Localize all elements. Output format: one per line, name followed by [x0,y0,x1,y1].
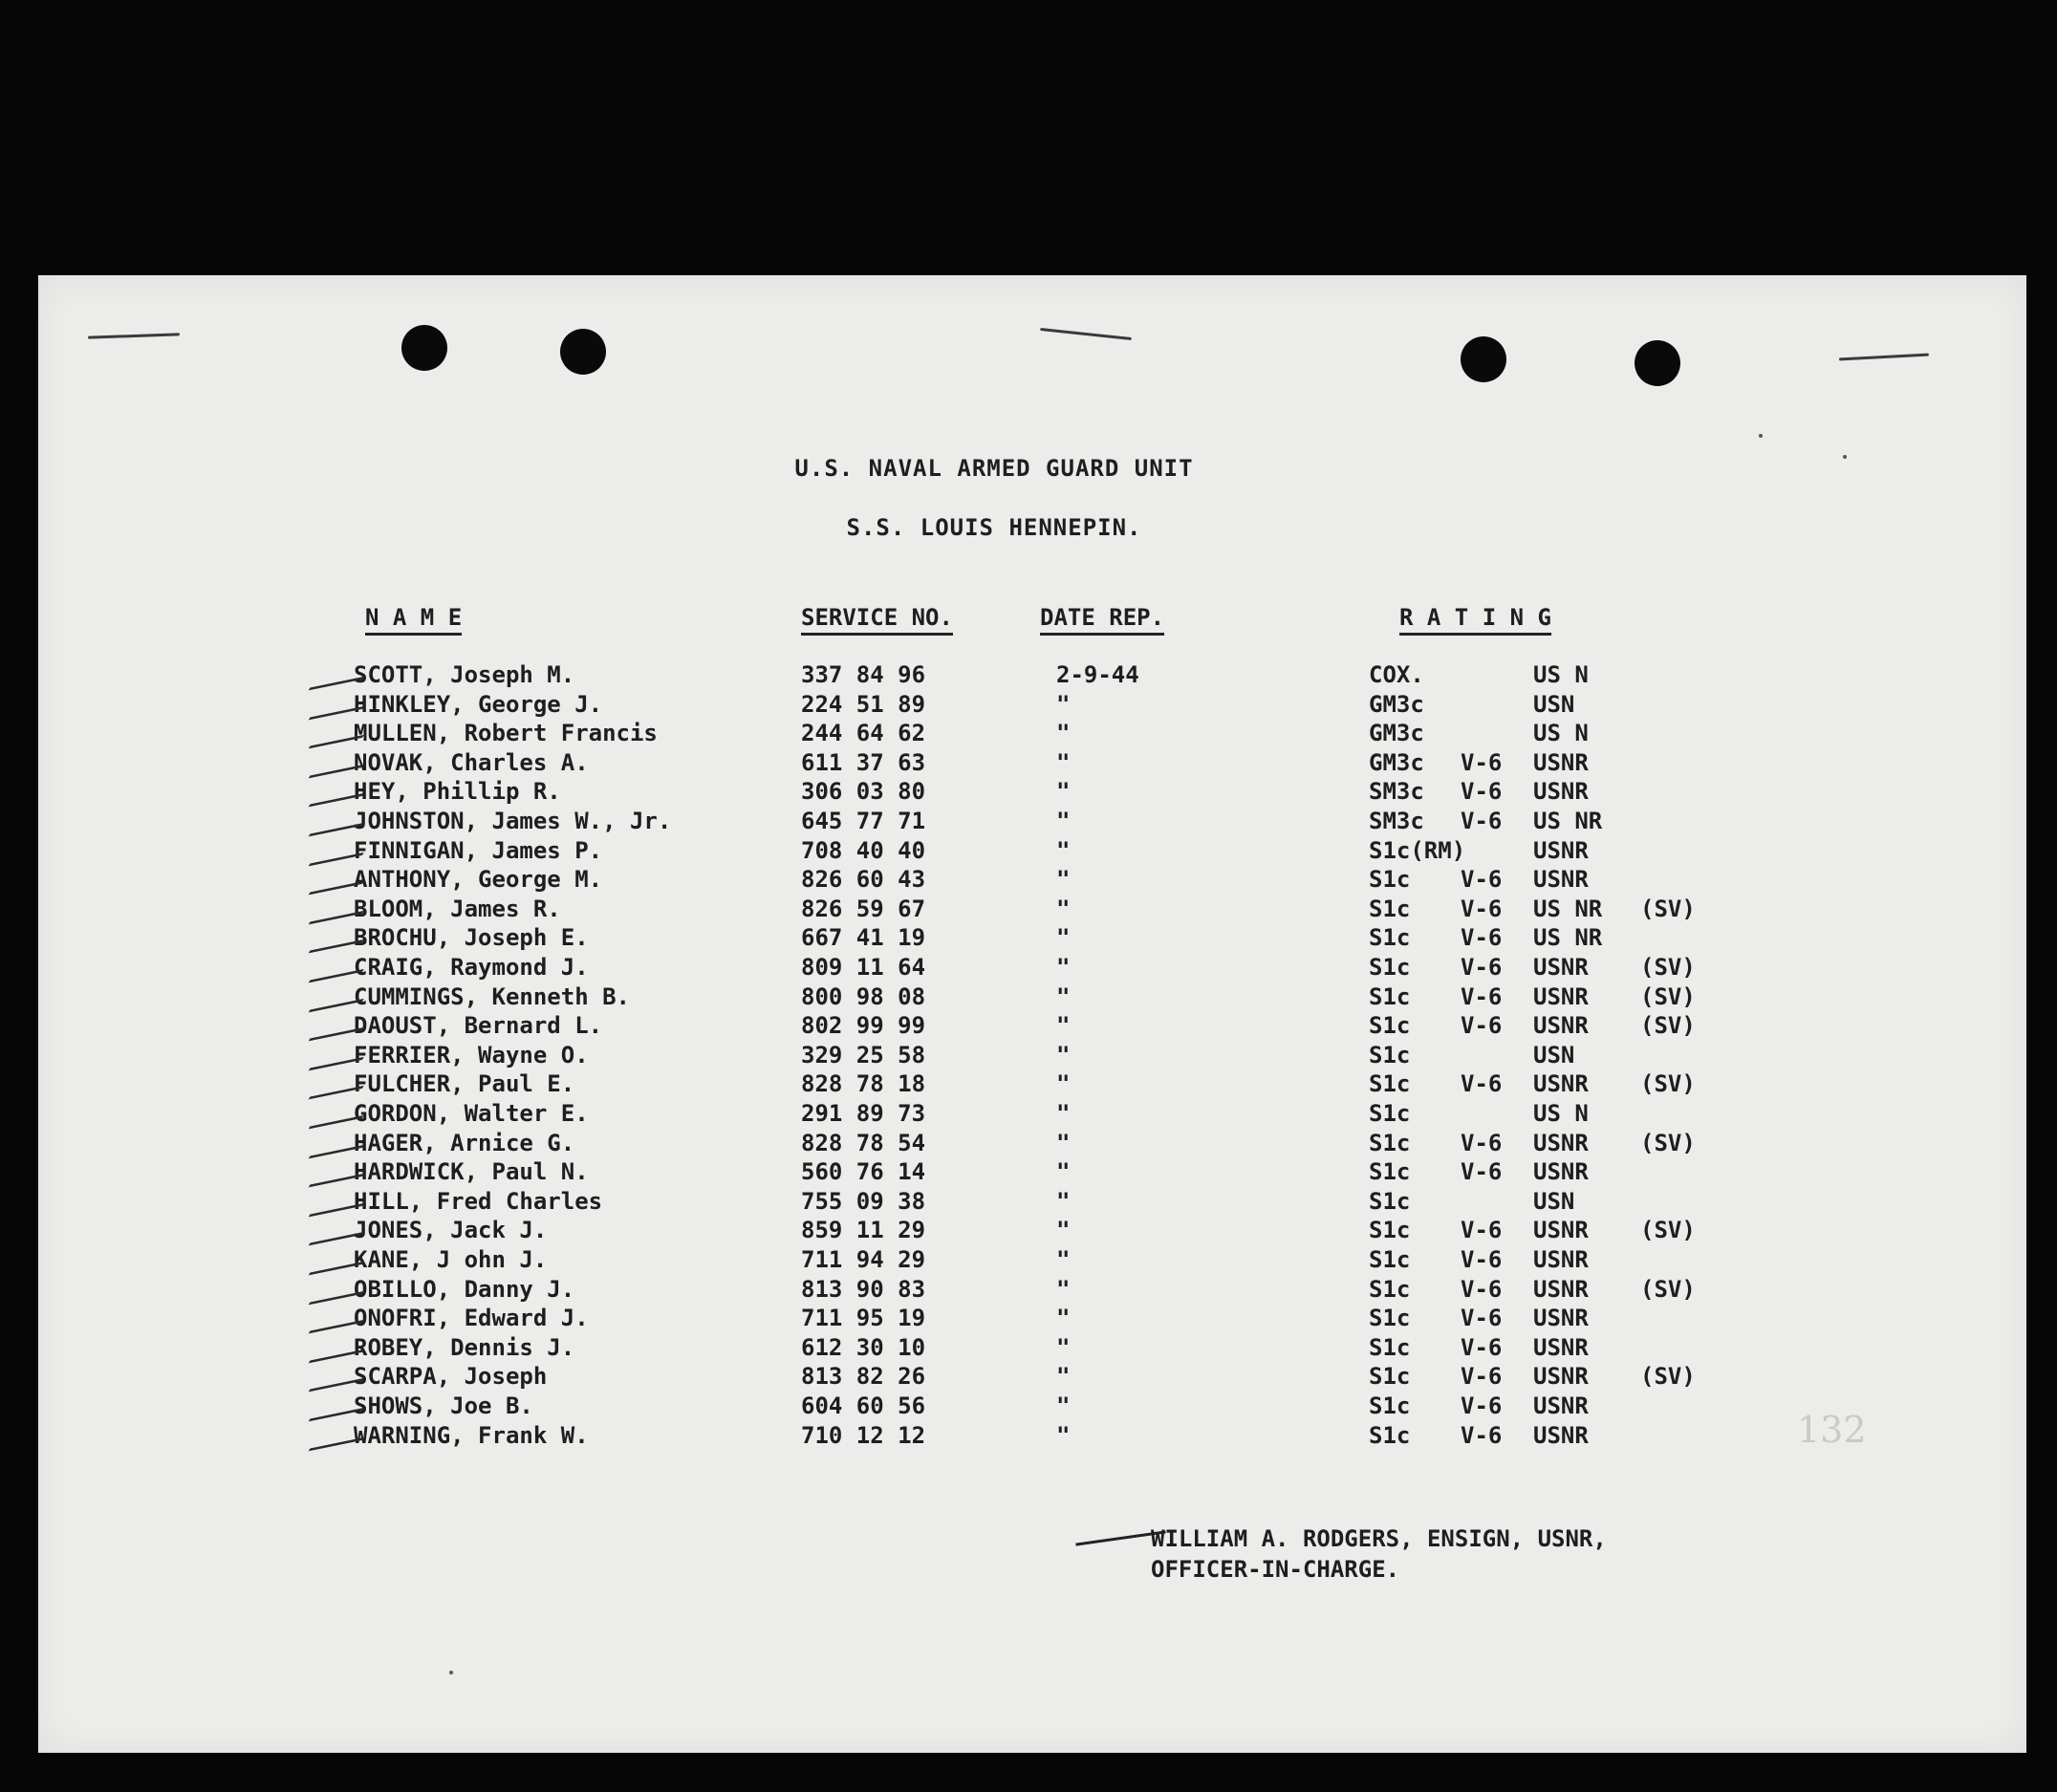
service-number: 826 60 43 [801,866,926,894]
date-reported: " [1056,1041,1071,1069]
rating-class: V-6 [1461,808,1503,834]
table-row [38,1070,2026,1099]
date-reported: " [1056,720,1071,747]
crew-name: SCOTT, Joseph M. [354,661,575,688]
rating: GM3c [1369,690,1424,718]
crew-name: ONOFRI, Edward J. [354,1305,589,1332]
binder-mark [88,333,180,338]
service-component: US N [1533,1100,1589,1127]
crew-name: DAOUST, Bernard L. [354,1012,603,1040]
rating: S1c [1369,954,1411,981]
service-component: USNR [1533,1363,1589,1391]
rating-note: (SV) [1640,1070,1696,1098]
table-row [38,1188,2026,1217]
service-number: 711 95 19 [801,1305,926,1332]
date-reported: " [1056,924,1071,952]
service-number: 813 90 83 [801,1275,926,1303]
rating-class: V-6 [1461,1393,1503,1419]
crew-name: BLOOM, James R. [354,895,561,922]
rating-class: V-6 [1461,1246,1503,1273]
rating-note: (SV) [1640,954,1696,981]
rating: S1c [1369,1275,1411,1303]
table-row [38,866,2026,895]
service-component: US N [1533,720,1589,747]
service-component: USN [1533,690,1575,718]
date-reported: " [1056,1217,1071,1244]
date-reported: " [1056,895,1071,922]
rating-class: V-6 [1461,1305,1503,1332]
service-component: US NR [1533,895,1603,922]
rating: SM3c [1369,808,1424,834]
date-reported: " [1056,1333,1071,1361]
service-component: USNR [1533,1246,1589,1273]
service-number: 667 41 19 [801,924,926,952]
table-row [38,983,2026,1012]
date-reported: " [1056,690,1071,718]
service-component: USNR [1533,1275,1589,1303]
table-row [38,749,2026,778]
table-row [38,1246,2026,1275]
rating: S1c(RM) [1369,836,1466,864]
service-number: 224 51 89 [801,690,926,718]
crew-name: SCARPA, Joseph [354,1363,548,1391]
crew-name: SHOWS, Joe B. [354,1393,533,1419]
crew-name: JOHNSTON, James W., Jr. [354,808,672,834]
service-component: USNR [1533,1070,1589,1098]
rating-class: V-6 [1461,1129,1503,1156]
table-row [38,954,2026,982]
service-number: 645 77 71 [801,808,926,834]
rating-note: (SV) [1640,1217,1696,1244]
crew-name: BROCHU, Joseph E. [354,924,589,952]
binder-mark [1839,354,1929,361]
rating: S1c [1369,924,1411,952]
service-component: USNR [1533,1421,1589,1449]
column-header-rating: R A T I N G [1399,604,1551,636]
date-reported: " [1056,1070,1071,1098]
rating: S1c [1369,1333,1411,1361]
crew-name: ANTHONY, George M. [354,866,603,894]
service-component: USNR [1533,836,1589,864]
date-reported: " [1056,1129,1071,1156]
service-number: 859 11 29 [801,1217,926,1244]
rating: S1c [1369,1363,1411,1391]
crew-name: MULLEN, Robert Francis [354,720,658,747]
service-number: 244 64 62 [801,720,926,747]
table-row [38,1363,2026,1392]
rating-class: V-6 [1461,895,1503,922]
crew-name: GORDON, Walter E. [354,1100,589,1127]
service-component: US NR [1533,808,1603,834]
service-component: USNR [1533,1129,1589,1156]
service-component: USNR [1533,1333,1589,1361]
column-header-service-no: SERVICE NO. [801,604,953,636]
service-number: 828 78 54 [801,1129,926,1156]
rating: S1c [1369,1217,1411,1244]
table-row [38,1393,2026,1421]
table-row [38,661,2026,690]
rating-note: (SV) [1640,1012,1696,1040]
table-row [38,1276,2026,1305]
crew-name: NOVAK, Charles A. [354,748,589,776]
crew-name: WARNING, Frank W. [354,1421,589,1449]
service-component: USNR [1533,866,1589,894]
crew-name: FERRIER, Wayne O. [354,1041,589,1069]
rating: S1c [1369,1305,1411,1332]
punch-hole [560,329,606,375]
service-component: USNR [1533,748,1589,776]
table-row [38,1158,2026,1187]
service-component: USN [1533,1187,1575,1215]
table-row [38,720,2026,748]
date-reported: " [1056,954,1071,981]
service-number: 800 98 08 [801,982,926,1010]
speck [1759,434,1763,438]
rating-class: V-6 [1461,778,1503,806]
date-reported: 2-9-44 [1056,661,1139,688]
table-row [38,1334,2026,1363]
service-component: USNR [1533,982,1589,1010]
rating-class: V-6 [1461,1363,1503,1391]
rating-note: (SV) [1640,982,1696,1010]
rating-class: V-6 [1461,954,1503,981]
table-row [38,1422,2026,1451]
crew-name: HAGER, Arnice G. [354,1129,575,1156]
column-header-name: N A M E [365,604,462,636]
table-row [38,1217,2026,1245]
column-header-date-rep: DATE REP. [1040,604,1164,636]
rating: S1c [1369,1393,1411,1419]
punch-hole [1461,336,1506,382]
crew-name: CRAIG, Raymond J. [354,954,589,981]
table-row [38,1042,2026,1070]
date-reported: " [1056,1012,1071,1040]
service-component: USNR [1533,1012,1589,1040]
table-row [38,691,2026,720]
rating: S1c [1369,866,1411,894]
service-component: USNR [1533,954,1589,981]
date-reported: " [1056,778,1071,806]
table-row [38,1012,2026,1041]
rating-note: (SV) [1640,1129,1696,1156]
service-number: 612 30 10 [801,1333,926,1361]
crew-name: ROBEY, Dennis J. [354,1333,575,1361]
date-reported: " [1056,1421,1071,1449]
rating: S1c [1369,1187,1411,1215]
rating-class: V-6 [1461,1333,1503,1361]
rating-class: V-6 [1461,1158,1503,1186]
rating-class: V-6 [1461,1012,1503,1040]
rating-class: V-6 [1461,1421,1503,1449]
table-row [38,837,2026,866]
service-number: 560 76 14 [801,1158,926,1186]
service-number: 813 82 26 [801,1363,926,1391]
rating: S1c [1369,1100,1411,1127]
service-number: 337 84 96 [801,661,926,688]
rating-class: V-6 [1461,1217,1503,1244]
table-row [38,1305,2026,1333]
service-number: 329 25 58 [801,1041,926,1069]
date-reported: " [1056,1100,1071,1127]
service-component: US N [1533,661,1589,688]
crew-name: CUMMINGS, Kenneth B. [354,982,630,1010]
date-reported: " [1056,1187,1071,1215]
crew-name: FULCHER, Paul E. [354,1070,575,1098]
date-reported: " [1056,808,1071,834]
service-component: USNR [1533,1393,1589,1419]
signature-name: WILLIAM A. RODGERS, ENSIGN, USNR, [1151,1525,1607,1552]
rating-class: V-6 [1461,924,1503,952]
page-number: 132 [1797,1409,1867,1451]
crew-name: FINNIGAN, James P. [354,836,603,864]
service-number: 802 99 99 [801,1012,926,1040]
table-row [38,1130,2026,1158]
rating: S1c [1369,1158,1411,1186]
service-number: 708 40 40 [801,836,926,864]
rating: S1c [1369,1246,1411,1273]
rating-note: (SV) [1640,1275,1696,1303]
signature-title: OFFICER-IN-CHARGE. [1151,1556,1400,1583]
rating: S1c [1369,982,1411,1010]
date-reported: " [1056,982,1071,1010]
rating: S1c [1369,1421,1411,1449]
date-reported: " [1056,1275,1071,1303]
rating: COX. [1369,661,1424,688]
crew-name: JONES, Jack J. [354,1217,548,1244]
rating: S1c [1369,895,1411,922]
rating: GM3c [1369,748,1424,776]
service-number: 809 11 64 [801,954,926,981]
service-component: USNR [1533,1305,1589,1332]
rating-note: (SV) [1640,895,1696,922]
service-component: US NR [1533,924,1603,952]
service-number: 711 94 29 [801,1246,926,1273]
rating: S1c [1369,1041,1411,1069]
table-row [38,808,2026,836]
date-reported: " [1056,1393,1071,1419]
crew-name: OBILLO, Danny J. [354,1275,575,1303]
punch-hole [401,325,447,371]
rating: S1c [1369,1070,1411,1098]
rating-class: V-6 [1461,866,1503,894]
crew-name: HILL, Fred Charles [354,1187,603,1215]
unit-title: U.S. NAVAL ARMED GUARD UNIT [794,455,1194,482]
service-number: 611 37 63 [801,748,926,776]
crew-name: HEY, Phillip R. [354,778,561,806]
service-component: USNR [1533,1217,1589,1244]
crew-name: HINKLEY, George J. [354,690,603,718]
service-number: 291 89 73 [801,1100,926,1127]
service-component: USNR [1533,778,1589,806]
rating-class: V-6 [1461,1275,1503,1303]
crew-name: HARDWICK, Paul N. [354,1158,589,1186]
date-reported: " [1056,1305,1071,1332]
ship-title: S.S. LOUIS HENNEPIN. [846,514,1142,541]
punch-hole [1635,340,1680,386]
service-number: 306 03 80 [801,778,926,806]
rating: S1c [1369,1129,1411,1156]
service-number: 710 12 12 [801,1421,926,1449]
date-reported: " [1056,748,1071,776]
date-reported: " [1056,1246,1071,1273]
service-component: USN [1533,1041,1575,1069]
speck [449,1671,453,1674]
date-reported: " [1056,836,1071,864]
service-number: 604 60 56 [801,1393,926,1419]
service-number: 755 09 38 [801,1187,926,1215]
rating: SM3c [1369,778,1424,806]
table-row [38,1100,2026,1129]
rating-note: (SV) [1640,1363,1696,1391]
rating-class: V-6 [1461,982,1503,1010]
date-reported: " [1056,1363,1071,1391]
service-component: USNR [1533,1158,1589,1186]
table-row [38,924,2026,953]
rating: GM3c [1369,720,1424,747]
rating: S1c [1369,1012,1411,1040]
rating-class: V-6 [1461,748,1503,776]
date-reported: " [1056,866,1071,894]
table-row [38,778,2026,807]
table-row [38,896,2026,924]
service-number: 828 78 18 [801,1070,926,1098]
binder-mark [1040,328,1132,340]
service-number: 826 59 67 [801,895,926,922]
rating-class: V-6 [1461,1070,1503,1098]
document-sheet [38,275,2026,1753]
crew-name: KANE, J ohn J. [354,1246,548,1273]
date-reported: " [1056,1158,1071,1186]
